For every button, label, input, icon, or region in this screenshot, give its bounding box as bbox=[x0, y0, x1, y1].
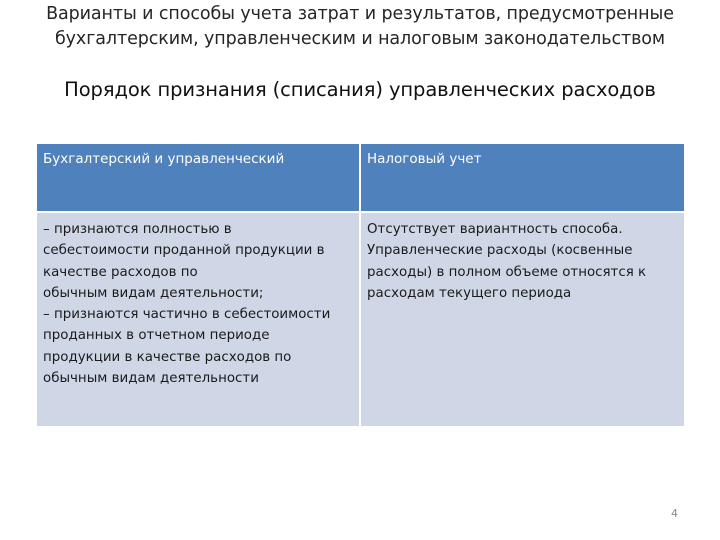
table-row bbox=[37, 212, 684, 426]
slide-title-line: Варианты и способы учета затрат и результатов, предусмотренные bbox=[46, 4, 674, 24]
accounting-cell-line: – признаются полностью в bbox=[43, 222, 232, 237]
accounting-cell-line: обычным видам деятельности bbox=[43, 371, 259, 387]
column-header-tax: Налоговый учет bbox=[360, 144, 684, 212]
accounting-cell bbox=[37, 212, 360, 426]
tax-cell-line: расходам текущего периода bbox=[367, 285, 572, 301]
accounting-cell-line: себестоимости проданной продукции в bbox=[43, 243, 325, 259]
tax-cell-line: Отсутствует вариантность способа. bbox=[367, 222, 623, 237]
section-heading: Порядок признания (списания) управленческих расходов bbox=[64, 78, 656, 101]
slide-title bbox=[0, 2, 720, 52]
accounting-cell-line: качестве расходов по bbox=[43, 264, 198, 280]
comparison-table bbox=[37, 144, 684, 426]
tax-cell bbox=[360, 212, 684, 426]
column-header-accounting: Бухгалтерский и управленческий bbox=[37, 144, 360, 212]
tax-cell-line: расходы) в полном объеме относятся к bbox=[367, 264, 647, 280]
page-number: 4 bbox=[671, 507, 678, 520]
accounting-cell-line: продукции в качестве расходов по bbox=[43, 349, 292, 365]
accounting-cell-line: – признаются частично в себестоимости bbox=[43, 307, 331, 323]
accounting-cell-line: обычным видам деятельности; bbox=[43, 285, 264, 301]
tax-cell-line: Управленческие расходы (косвенные bbox=[367, 243, 633, 259]
table-header-row bbox=[37, 144, 684, 212]
slide-title-line: бухгалтерским, управленческим и налоговым законодательством bbox=[54, 29, 665, 49]
accounting-cell-line: проданных в отчетном периоде bbox=[43, 328, 270, 344]
